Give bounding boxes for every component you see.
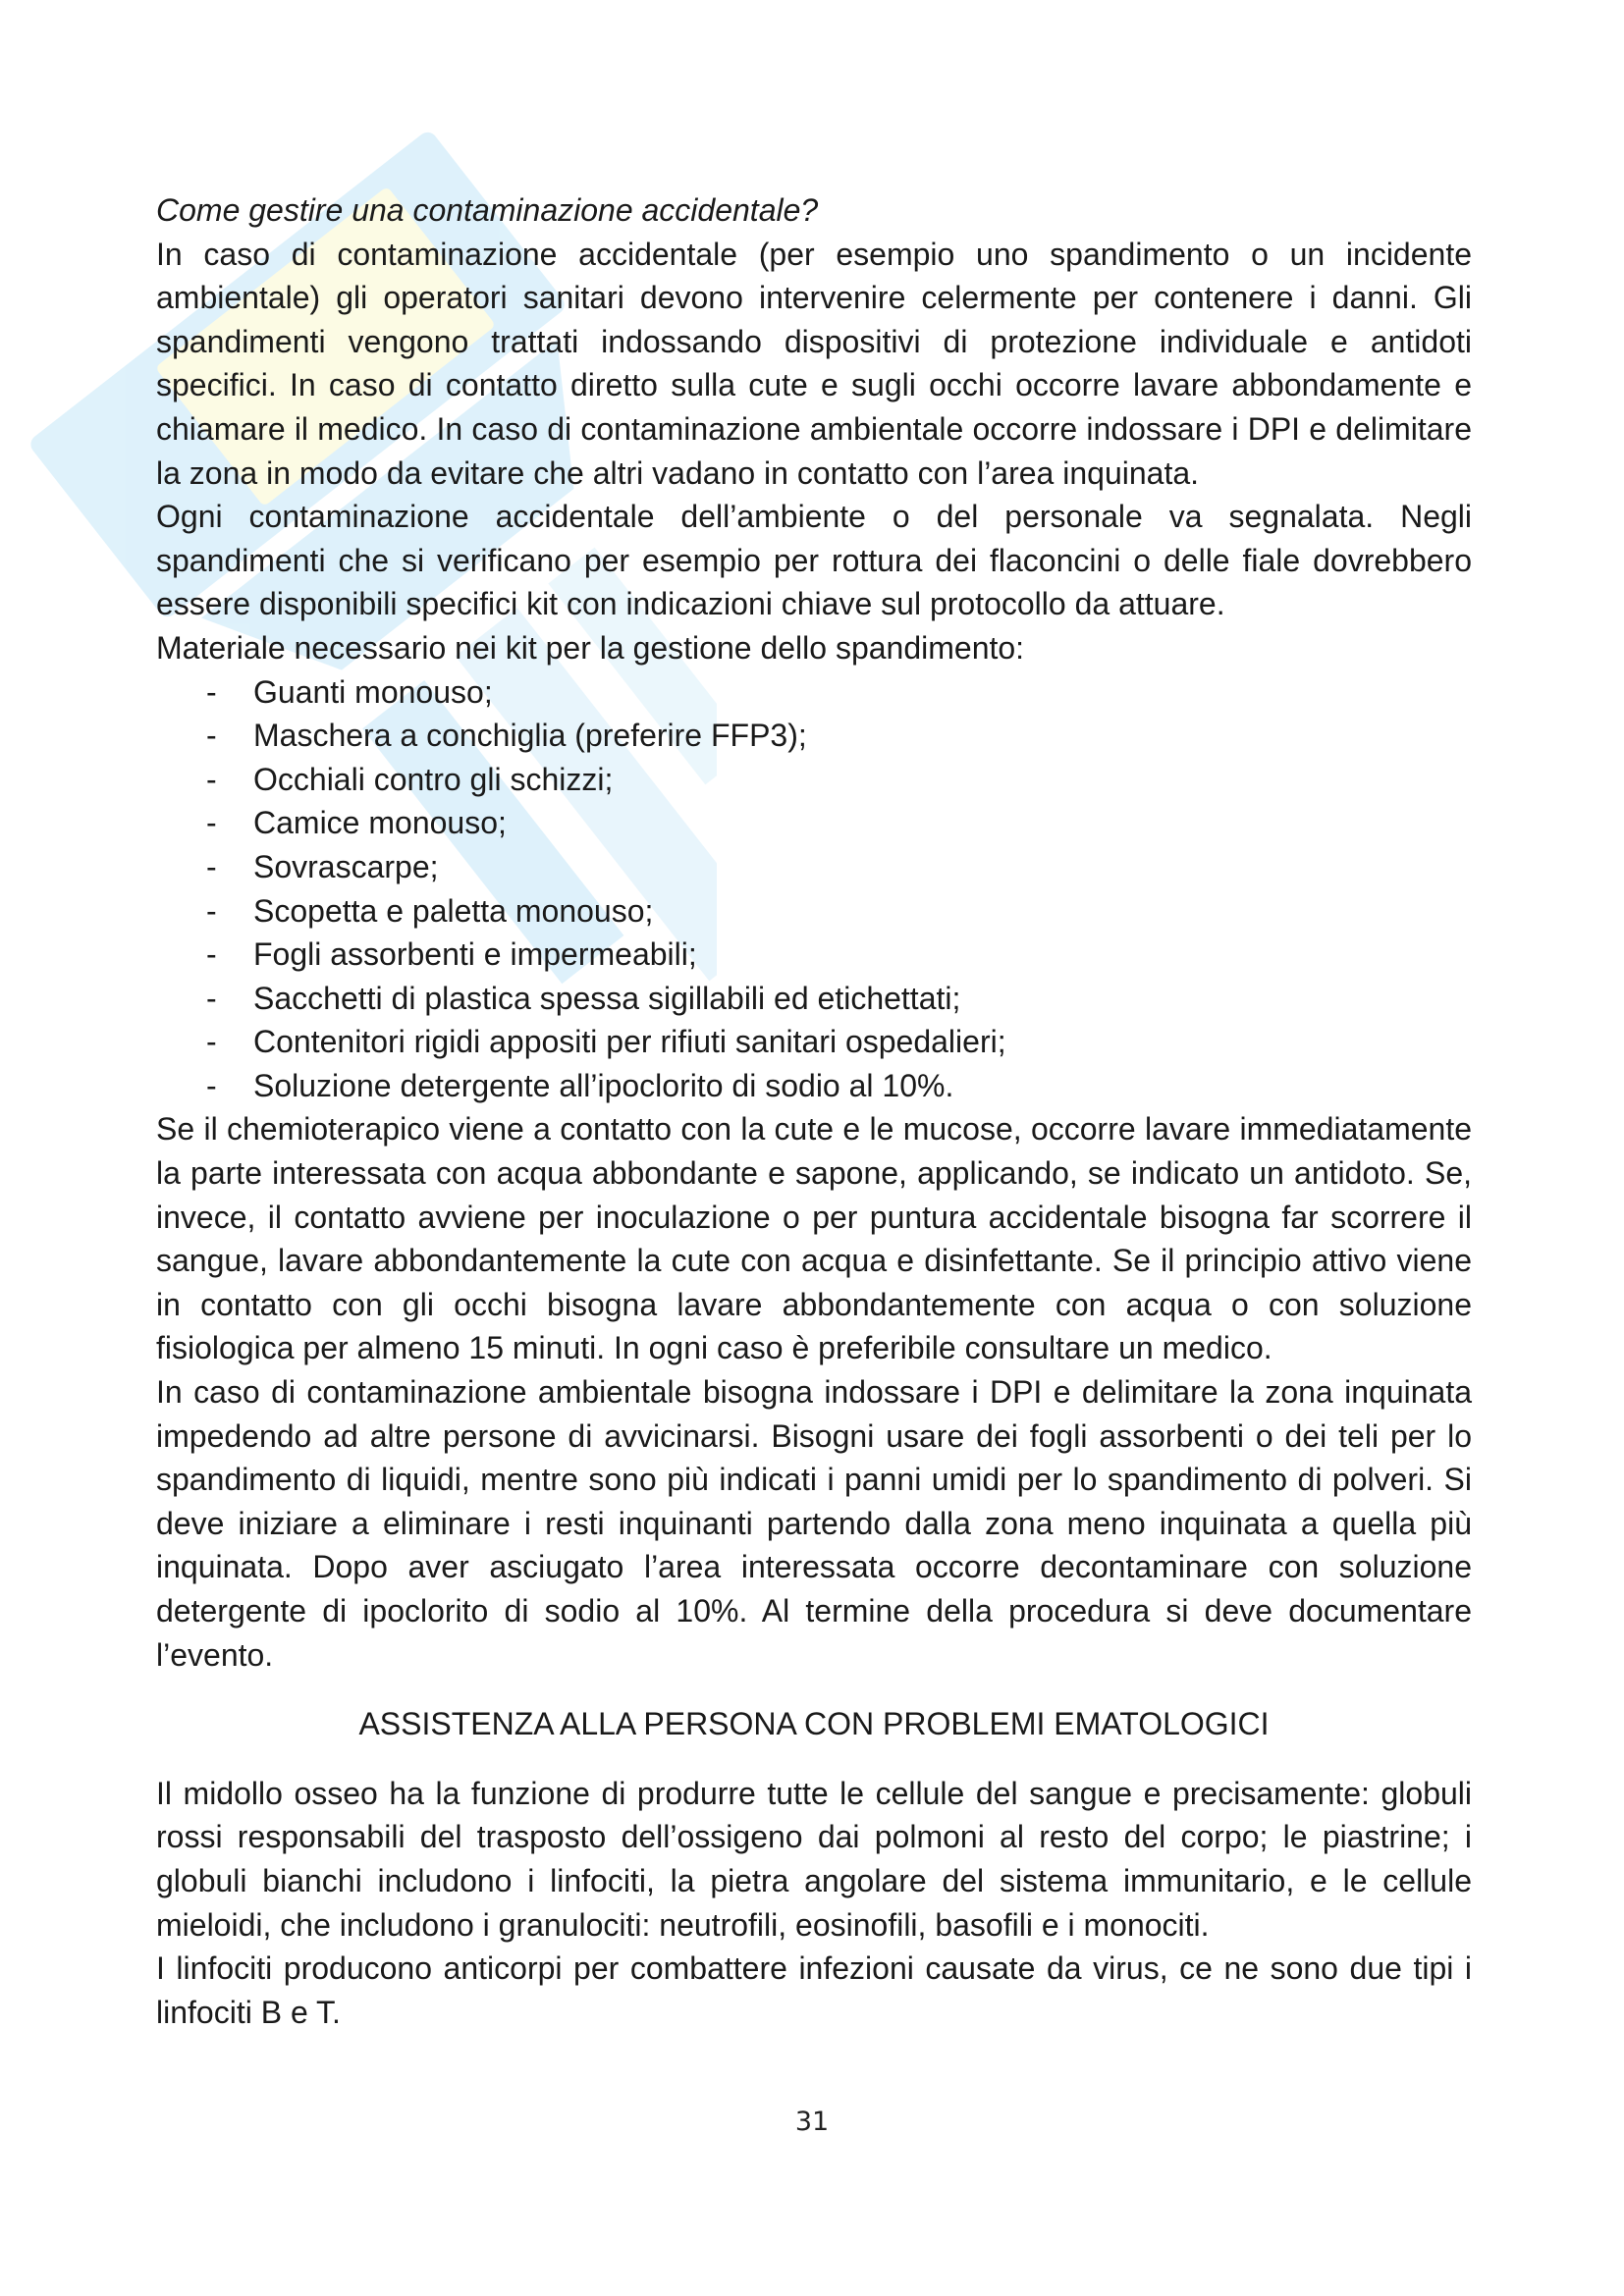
list-item bbox=[156, 670, 1472, 715]
kit-list bbox=[156, 670, 1472, 1108]
page-number: 31 bbox=[794, 2107, 830, 2137]
bullet-dash: - bbox=[206, 980, 217, 1016]
list-item-text: Sovrascarpe; bbox=[253, 848, 439, 884]
bullet-dash: - bbox=[206, 936, 217, 973]
intro-question: Come gestire una contaminazione accidentale? bbox=[156, 192, 819, 228]
bullet-dash: - bbox=[206, 673, 217, 710]
list-item-text: Guanti monouso; bbox=[253, 673, 493, 710]
bullet-dash: - bbox=[206, 805, 217, 841]
list-item-text: Contenitori rigidi appositi per rifiuti sanitari ospedalieri; bbox=[253, 1024, 1006, 1060]
list-item-text: Soluzione detergente all’ipoclorito di sodio al 10%. bbox=[253, 1067, 954, 1103]
bullet-dash: - bbox=[206, 848, 217, 884]
list-item bbox=[156, 933, 1472, 977]
list-item-text: Scopetta e paletta monouso; bbox=[253, 892, 654, 929]
list-item bbox=[156, 845, 1472, 889]
paragraph: Materiale necessario nei kit per la gestione dello spandimento: bbox=[156, 629, 1025, 666]
paragraph: In caso di contaminazione ambientale bisogna indossare i DPI e delimitare la zona inquinata impedendo ad altre persone di avvicinarsi. Bisogni usare dei fogli assorbenti o dei teli per lo spandimento di liquidi, mentre sono più indicati i panni umidi per lo spandimento di polveri. Si deve iniziare a eliminare i resti inquinanti partendo dalla zona meno inquinata a quella più inquinata. Dopo aver asciugato l’area interessata occorre decontaminare con soluzione detergente di ipoclorito di sodio al 10%. Al termine della procedura si deve documentare l’evento. bbox=[156, 1374, 1472, 1673]
list-item bbox=[156, 1064, 1472, 1108]
list-item-text: Occhiali contro gli schizzi; bbox=[253, 761, 614, 797]
section-heading: ASSISTENZA ALLA PERSONA CON PROBLEMI EMATOLOGICI bbox=[358, 1706, 1270, 1742]
bullet-dash: - bbox=[206, 1024, 217, 1060]
list-item-text: Sacchetti di plastica spessa sigillabili ed etichettati; bbox=[253, 980, 961, 1016]
document-body bbox=[156, 188, 1472, 2034]
bullet-dash: - bbox=[206, 718, 217, 754]
list-item bbox=[156, 977, 1472, 1021]
paragraph: I linfociti producono anticorpi per combattere infezioni causate da virus, ce ne sono due tipi i linfociti B e T. bbox=[156, 1950, 1472, 2030]
paragraph: Se il chemioterapico viene a contatto con la cute e le mucose, occorre lavare immediatamente la parte interessata con acqua abbondante e sapone, applicando, se indicato un antidoto. Se, invece, il contatto avviene per inoculazione o per puntura accidentale bisogna far scorrere il sangue, lavare abbondantemente la cute con acqua e disinfettante. Se il principio attivo viene in contatto con gli occhi bisogna lavare abbondantemente con acqua o con soluzione fisiologica per almeno 15 minuti. In ogni caso è preferibile consultare un medico. bbox=[156, 1111, 1472, 1366]
paragraph: Ogni contaminazione accidentale dell’ambiente o del personale va segnalata. Negli spandimenti che si verificano per esempio per rottura dei flaconcini o delle fiale dovrebbero essere disponibili specifici kit con indicazioni chiave sul protocollo da attuare. bbox=[156, 499, 1472, 622]
list-item-text: Camice monouso; bbox=[253, 805, 507, 841]
list-item bbox=[156, 801, 1472, 845]
bullet-dash: - bbox=[206, 761, 217, 797]
list-item bbox=[156, 758, 1472, 802]
list-item-text: Fogli assorbenti e impermeabili; bbox=[253, 936, 697, 973]
list-item bbox=[156, 889, 1472, 934]
list-item-text: Maschera a conchiglia (preferire FFP3); bbox=[253, 718, 807, 754]
paragraph: In caso di contaminazione accidentale (per esempio uno spandimento o un incidente ambientale) gli operatori sanitari devono intervenire celermente per contenere i danni. Gli spandimenti vengono trattati indossando dispositivi di protezione individuale e antidoti specifici. In caso di contatto diretto sulla cute e sugli occhi occorre lavare abbondamente e chiamare il medico. In caso di contaminazione ambientale occorre indossare i DPI e delimitare la zona in modo da evitare che altri vadano in contatto con l’area inquinata. bbox=[156, 236, 1472, 491]
list-item bbox=[156, 714, 1472, 758]
paragraph: Il midollo osseo ha la funzione di produrre tutte le cellule del sangue e precisamente: globuli rossi responsabili del trasposto dell’ossigeno dai polmoni al resto del corpo; le piastrine; i globuli bianchi includono i linfociti, la pietra angolare del sistema immunitario, e le cellule mieloidi, che includono i granulociti: neutrofili, eosinofili, basofili e i monociti. bbox=[156, 1775, 1472, 1943]
bullet-dash: - bbox=[206, 1067, 217, 1103]
bullet-dash: - bbox=[206, 892, 217, 929]
list-item bbox=[156, 1020, 1472, 1064]
